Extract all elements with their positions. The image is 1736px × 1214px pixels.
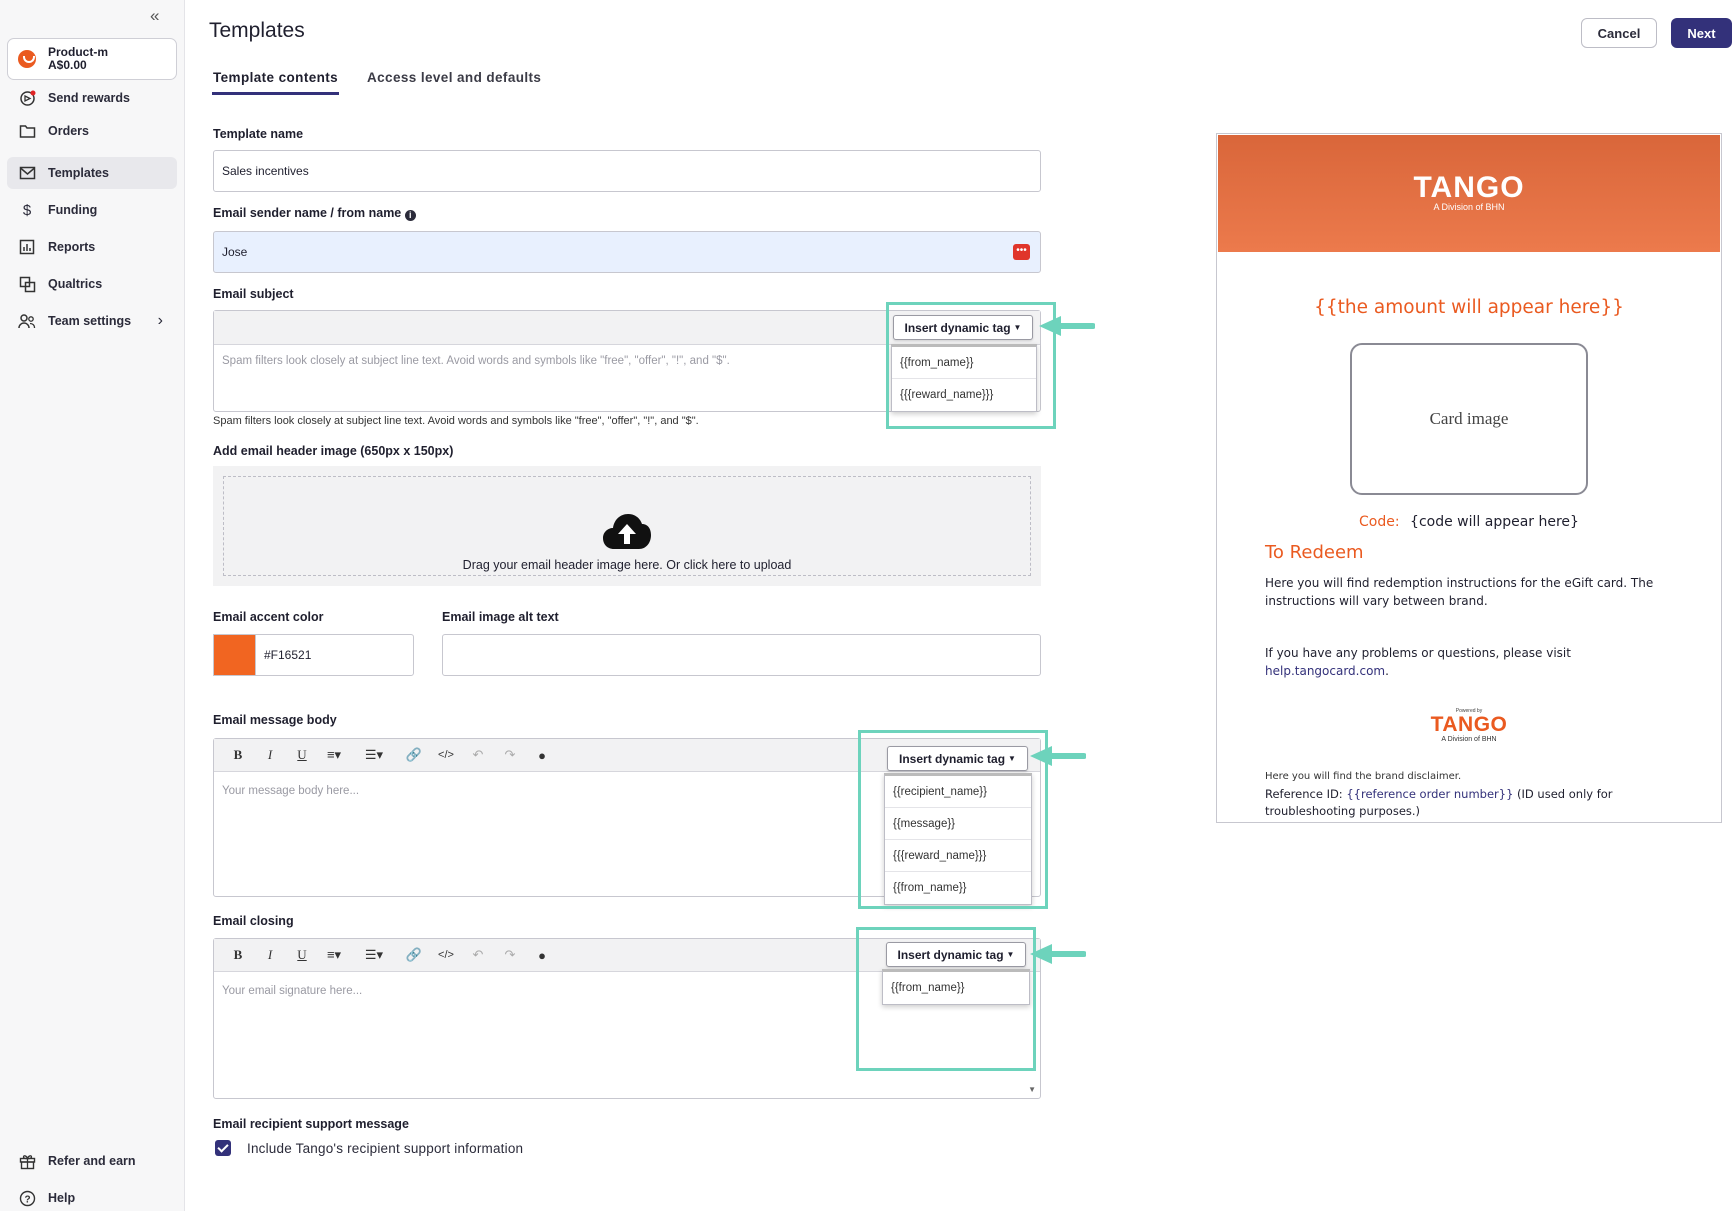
menu-item-reward-name[interactable]: {{{reward_name}}} [885,840,1031,872]
template-name-label: Template name [213,127,304,141]
highlight-box [856,927,1036,1071]
dollar-icon: $ [22,201,32,219]
link-icon[interactable]: 🔗 [405,747,423,762]
account-logo-icon [18,50,36,68]
sender-name-label-text: Email sender name / from name [213,206,402,220]
highlight-box [886,302,1056,429]
help-icon [18,1189,36,1207]
preview-brand-logo: TANGO [1413,171,1525,204]
menu-item-from-name[interactable]: {{from_name}} [891,982,965,994]
annotation-arrow-icon [1028,943,1086,965]
undo-icon[interactable]: ↶ [472,947,484,962]
account-balance: A$0.00 [48,58,87,72]
sidebar-item-label: Qualtrics [48,277,103,291]
redo-icon[interactable]: ↷ [504,947,516,962]
bold-button[interactable]: B [233,947,243,962]
bullet-list-icon[interactable]: ☰▾ [364,947,384,962]
undo-icon[interactable]: ↶ [472,747,484,762]
bullet-list-icon[interactable]: ☰▾ [364,747,384,762]
preview-code-value: {code will appear here} [1410,514,1579,530]
chart-icon [18,238,36,256]
sender-name-label [213,206,416,221]
sidebar-item-help[interactable] [7,1182,177,1214]
next-button[interactable]: Next [1671,18,1732,48]
preview-card-image: Card image [1350,343,1588,495]
sidebar-item-send-rewards[interactable] [7,82,177,114]
sidebar [0,0,185,1211]
page-title: Templates [209,19,305,42]
text-color-icon[interactable]: ● [538,947,546,963]
svg-text:?: ? [23,1194,31,1205]
team-icon [18,312,36,330]
sidebar-item-label: Orders [48,124,89,138]
accent-color-swatch[interactable] [213,634,255,676]
sidebar-item-reports[interactable] [7,231,177,263]
sidebar-item-funding[interactable] [7,194,177,226]
sidebar-item-refer-and-earn[interactable] [7,1145,177,1177]
message-body-label: Email message body [213,713,337,727]
support-checkbox-label: Include Tango's recipient support information [247,1141,524,1156]
preview-code-label: Code: [1359,514,1400,530]
email-preview [1216,133,1722,823]
account-name: Product-m [48,45,108,59]
ordered-list-icon[interactable]: ≡▾ [326,947,342,962]
italic-button[interactable]: I [267,947,273,962]
ordered-list-icon[interactable]: ≡▾ [326,747,342,762]
preview-ref-label: Reference ID: [1265,787,1343,801]
tab-template-contents[interactable]: Template contents [213,70,339,85]
alt-text-input[interactable] [442,634,1041,676]
sidebar-item-label: Refer and earn [48,1154,136,1168]
sidebar-item-label: Help [48,1191,76,1205]
support-message-label: Email recipient support message [213,1117,409,1131]
italic-button[interactable]: I [267,747,273,762]
preview-ref-tag: {{reference order number}} [1346,787,1514,801]
envelope-icon [18,164,36,182]
support-checkbox[interactable] [215,1140,231,1156]
code-icon[interactable]: </> [438,949,454,961]
caret-down-icon: ▼ [1013,323,1022,332]
dynamic-tag-label: Insert dynamic tag [899,751,1006,766]
sidebar-item-label: Funding [48,203,98,217]
chevron-right-icon: › [157,312,163,329]
folder-icon [18,122,36,140]
cancel-button[interactable]: Cancel [1581,18,1657,48]
email-subject-label: Email subject [213,287,294,301]
accent-color-label: Email accent color [213,610,324,624]
header-image-dropzone[interactable] [213,466,1041,586]
upload-instructions: Drag your email header image here. Or click here to upload [462,558,792,572]
underline-button[interactable]: U [297,747,307,762]
menu-item-recipient-name[interactable]: {{recipient_name}} [885,776,1031,808]
sidebar-item-orders[interactable] [7,115,177,147]
resize-handle-icon[interactable]: ▼ [1028,1085,1036,1094]
sidebar-item-team-settings[interactable] [7,305,177,337]
preview-powered-by: Powered by [1455,708,1483,714]
accent-color-input[interactable]: #F16521 [255,634,414,676]
subject-helper-text: Spam filters look closely at subject line text. Avoid words and symbols like "free", "offer", "!", and "$". [213,415,699,427]
password-manager-icon[interactable]: ••• [1013,244,1030,260]
sidebar-item-label: Templates [48,166,109,180]
code-icon[interactable]: </> [438,749,454,761]
tab-access-level[interactable]: Access level and defaults [367,70,542,85]
preview-ref-note: (ID used only for troubleshooting purposes.) [1265,787,1613,818]
redo-icon[interactable]: ↷ [504,747,516,762]
sender-name-value: Jose [222,245,248,259]
caret-down-icon: ▼ [1008,754,1016,763]
collapse-sidebar-icon[interactable]: « [150,6,160,25]
preview-footer-brand: TANGO [1430,713,1508,736]
sidebar-item-templates[interactable] [7,157,177,189]
sidebar-item-label: Reports [48,240,96,254]
link-icon[interactable]: 🔗 [405,947,423,962]
preview-code [1217,514,1721,530]
template-name-input[interactable]: Sales incentives [213,150,1041,192]
dynamic-tag-label: Insert dynamic tag [904,320,1011,335]
preview-footer-logo [1217,708,1721,743]
preview-footer-sub: A Division of BHN [1441,736,1497,743]
account-switcher[interactable] [7,38,177,80]
sidebar-item-label: Team settings [48,314,132,328]
sidebar-item-qualtrics[interactable] [7,268,177,300]
annotation-arrow-icon [1037,315,1095,337]
menu-item-message[interactable]: {{message}} [885,808,1031,840]
preview-reference [1265,786,1685,820]
highlight-box [858,730,1048,909]
sidebar-item-label: Send rewards [48,91,130,105]
info-icon[interactable]: i [405,210,416,221]
send-rewards-icon [18,89,36,107]
preview-brand-sub: A Division of BHN [1433,202,1505,212]
preview-header-banner [1218,135,1720,252]
header-image-label: Add email header image (650px x 150px) [213,444,454,458]
gift-icon [18,1152,36,1170]
menu-item-reward-name[interactable]: {{{reward_name}}} [900,389,994,401]
alt-text-label: Email image alt text [442,610,559,624]
text-color-icon[interactable]: ● [538,747,546,763]
preview-help-link[interactable]: help.tangocard.com [1265,664,1386,678]
sender-name-input[interactable] [213,231,1041,273]
caret-down-icon: ▼ [1006,950,1015,959]
preview-redeem-text: Here you will find redemption instructions for the eGift card. The instructions will vary between brand. [1265,576,1654,608]
preview-redeem-title: To Redeem [1265,542,1364,563]
preview-help-end: . [1385,664,1389,678]
bold-button[interactable]: B [233,747,243,762]
email-closing-label: Email closing [213,914,294,928]
menu-item-from-name[interactable]: {{from_name}} [893,882,967,894]
closing-placeholder: Your email signature here... [222,985,363,997]
underline-button[interactable]: U [297,947,307,962]
body-placeholder: Your message body here... [222,785,360,797]
preview-amount: {{the amount will appear here}} [1314,297,1624,318]
subject-placeholder: Spam filters look closely at subject line text. Avoid words and symbols like "free", "offer", "!", and "$". [222,355,730,367]
preview-help [1265,644,1685,680]
preview-help-text: If you have any problems or questions, please visit [1265,646,1571,660]
annotation-arrow-icon [1028,745,1086,767]
preview-disclaimer: Here you will find the brand disclaimer. [1265,771,1462,782]
dynamic-tag-label: Insert dynamic tag [897,947,1004,962]
integration-icon [18,275,36,293]
cloud-upload-icon [602,512,652,550]
menu-item-from-name[interactable]: {{from_name}} [892,347,1036,379]
